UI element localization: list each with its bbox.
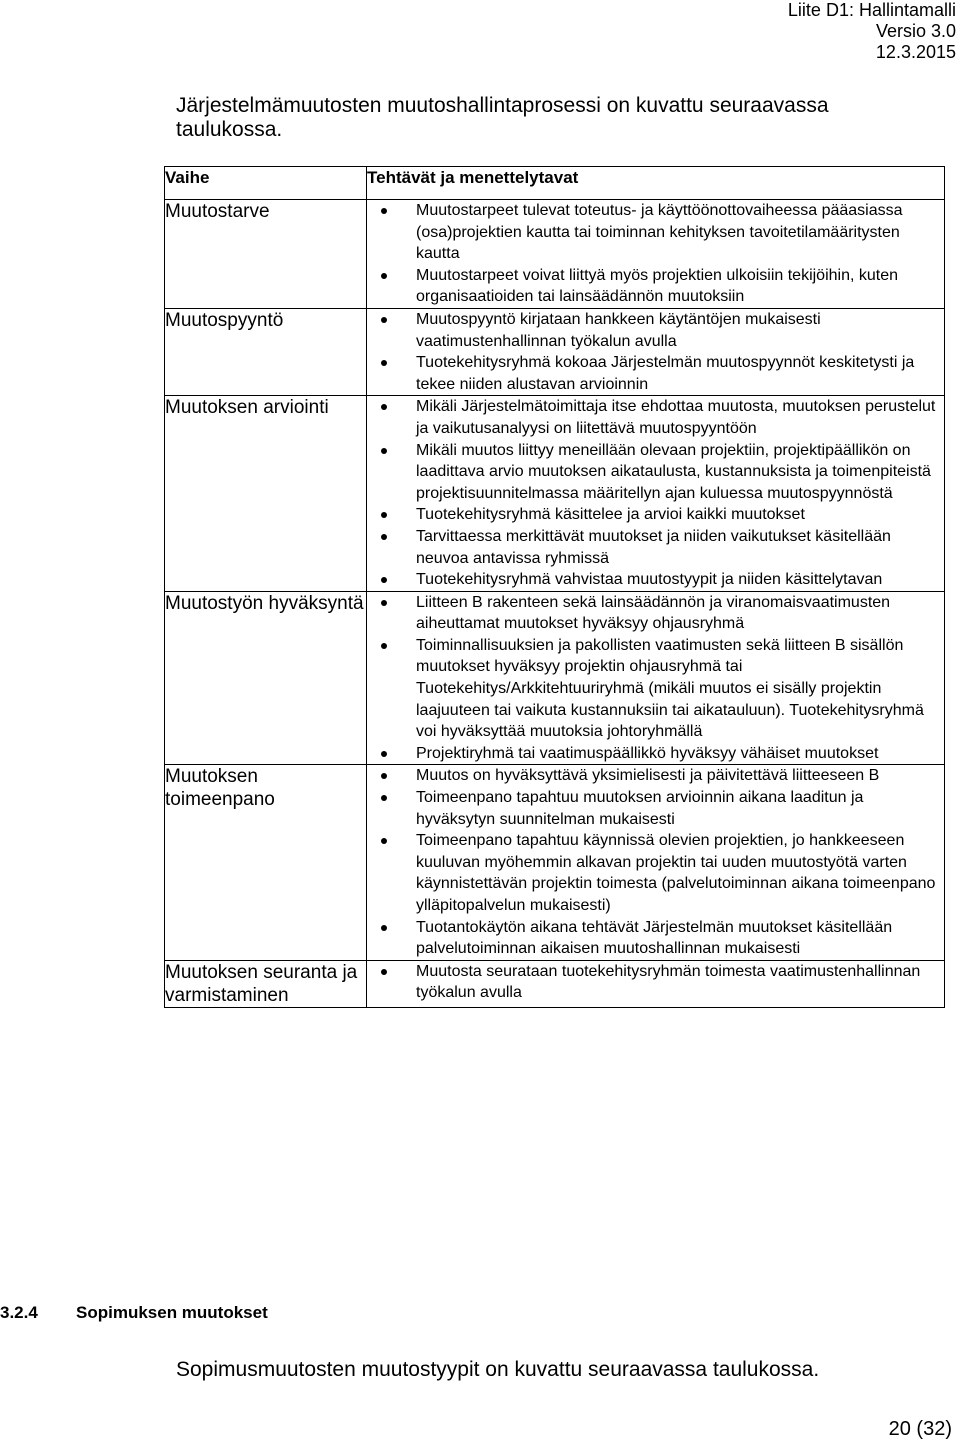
phase-cell: Muutoksen seuranta ja varmistaminen	[165, 960, 367, 1007]
task-list	[367, 309, 944, 395]
tasks-cell	[367, 396, 945, 591]
table-row	[165, 765, 945, 960]
table-row	[165, 308, 945, 395]
change-process-table	[164, 166, 945, 1008]
task-list-item: Muutosta seurataan tuotekehitysryhmän toimesta vaatimustenhallinnan työkalun avulla	[367, 961, 944, 1004]
intro-paragraph: Järjestelmämuutosten muutoshallintaprosessi on kuvattu seuraavassa taulukossa.	[176, 94, 829, 141]
task-list-item: Mikäli Järjestelmätoimittaja itse ehdottaa muutosta, muutoksen perustelut ja vaikutusanalyysi on liitettävä muutospyyntöön	[367, 396, 944, 439]
task-list	[367, 961, 944, 1004]
table-row	[165, 200, 945, 309]
phase-cell: Muutoksen arviointi	[165, 396, 367, 591]
task-list-item: Toimeenpano tapahtuu käynnissä olevien projektien, jo hankkeeseen kuuluvan myöhemmin alkavan projektin tai uuden muutostyötä varten käynnistettävän projektin toimesta (palvelutoiminnan aikana toimeenpano ylläpitopalvelun mukaisesti)	[367, 830, 944, 916]
task-list-item: Muutostarpeet tulevat toteutus- ja käyttöönottovaiheessa pääasiassa (osa)projektien kautta tai toiminnan kehityksen tavoitetilamääritysten kautta	[367, 200, 944, 265]
phase-cell: Muutospyyntö	[165, 308, 367, 395]
table-row	[165, 960, 945, 1007]
phase-cell: Muutostarve	[165, 200, 367, 309]
section-title: Sopimuksen muutokset	[76, 1303, 268, 1322]
table-row	[165, 396, 945, 591]
task-list-item: Projektiryhmä tai vaatimuspäällikkö hyväksyy vähäiset muutokset	[367, 743, 944, 765]
task-list-item: Tuotekehitysryhmä vahvistaa muutostyypit ja niiden käsittelytavan	[367, 569, 944, 591]
header-date: 12.3.2015	[875, 42, 956, 62]
task-list-item: Tuotantokäytön aikana tehtävät Järjestelmän muutokset käsitellään palvelutoiminnan aikaisen muutoshallinnan mukaisesti	[367, 917, 944, 960]
task-list-item: Tarvittaessa merkittävät muutokset ja niiden vaikutukset käsitellään neuvoa antavissa ryhmissä	[367, 526, 944, 569]
task-list	[367, 765, 944, 959]
outro-paragraph: Sopimusmuutosten muutostyypit on kuvattu seuraavassa taulukossa.	[176, 1358, 820, 1381]
tasks-cell	[367, 591, 945, 765]
task-list-item: Muutos on hyväksyttävä yksimielisesti ja päivitettävä liitteeseen B	[367, 765, 944, 787]
task-list	[367, 592, 944, 765]
page-number: 20 (32)	[888, 1418, 952, 1440]
task-list-item: Muutospyyntö kirjataan hankkeen käytäntöjen mukaisesti vaatimustenhallinnan työkalun avulla	[367, 309, 944, 352]
task-list-item: Tuotekehitysryhmä kokoaa Järjestelmän muutospyynnöt keskitetysti ja tekee niiden alustavan arvioinnin	[367, 352, 944, 395]
task-list-item: Muutostarpeet voivat liittyä myös projektien ulkoisiin tekijöihin, kuten organisaatioiden tai lainsäädännön muutoksiin	[367, 265, 944, 308]
document-header	[788, 0, 956, 63]
tasks-cell	[367, 960, 945, 1007]
task-list-item: Toimeenpano tapahtuu muutoksen arvioinnin aikana laaditun ja hyväksytyn suunnitelman mukaisesti	[367, 787, 944, 830]
header-appendix-title: Liite D1: Hallintamalli	[787, 0, 956, 20]
column-header-tasks: Tehtävät ja menettelytavat	[367, 167, 945, 200]
header-version: Versio 3.0	[875, 21, 956, 41]
tasks-cell	[367, 200, 945, 309]
table-row	[165, 591, 945, 765]
phase-cell: Muutostyön hyväksyntä	[165, 591, 367, 765]
task-list	[367, 396, 944, 590]
column-header-phase: Vaihe	[165, 167, 367, 200]
task-list-item: Liitteen B rakenteen sekä lainsäädännön ja viranomaisvaatimusten aiheuttamat muutokset hyväksyy ohjausryhmä	[367, 592, 944, 635]
task-list-item: Mikäli muutos liittyy meneillään olevaan projektiin, projektipäällikön on laadittava arvio muutoksen aikataulusta, kustannuksista ja toimenpiteistä projektisuunnitelmassa määritellyn ajan kuluessa muutospyynnöstä	[367, 440, 944, 505]
tasks-cell	[367, 308, 945, 395]
tasks-cell	[367, 765, 945, 960]
table-header-row	[165, 167, 945, 200]
task-list-item: Toiminnallisuuksien ja pakollisten vaatimusten sekä liitteen B sisällön muutokset hyväksyy projektin ohjausryhmä tai Tuotekehitys/Arkkitehtuuriryhmä (mikäli muutos ei sisälly projektin laajuuteen tai vaikuta kustannuksiin tai aikatauluun). Tuotekehitysryhmä voi hyväksyttää muutoksia johtoryhmällä	[367, 635, 944, 743]
section-number: 3.2.4	[0, 1303, 38, 1322]
task-list-item: Tuotekehitysryhmä käsittelee ja arvioi kaikki muutokset	[367, 504, 944, 526]
phase-cell: Muutoksen toimeenpano	[165, 765, 367, 960]
task-list	[367, 200, 944, 308]
